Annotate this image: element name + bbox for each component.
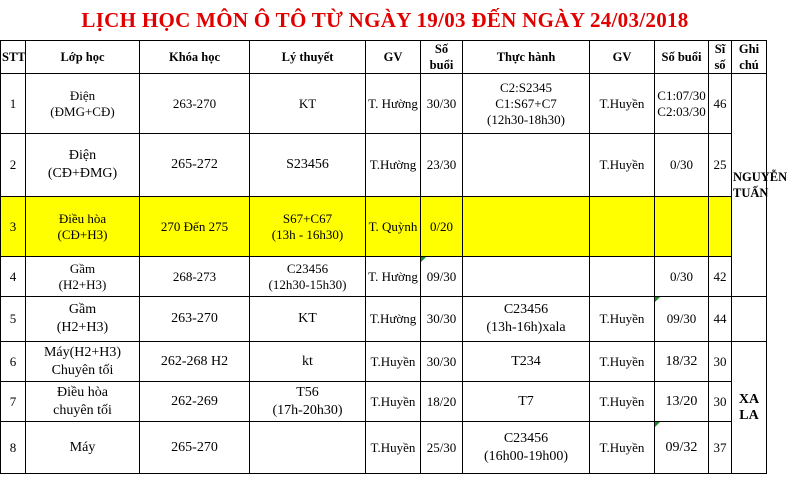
- cell-theory: kt: [250, 342, 366, 382]
- cell-course: 262-268 H2: [140, 342, 250, 382]
- cell-theory: [250, 422, 366, 474]
- cell-line: (H2+H3): [58, 276, 107, 292]
- cell-class: [26, 297, 140, 342]
- cell-teacher-2: T.Huyền: [590, 74, 655, 134]
- header-course: Khóa học: [140, 41, 250, 74]
- cell-course: 270 Đến 275: [140, 197, 250, 257]
- cell-sessions: 25/30: [421, 422, 463, 474]
- cell-line: (12h30-15h30): [268, 276, 347, 292]
- cell-sessions: 30/30: [421, 74, 463, 134]
- cell-stt: 3: [1, 197, 26, 257]
- cell-class-size: 44: [709, 297, 732, 342]
- cell-practice: T7: [463, 382, 590, 422]
- cell-line: C2:03/30: [657, 103, 706, 119]
- cell-class: [26, 342, 140, 382]
- cell-stt: 2: [1, 134, 26, 197]
- cell-line: Chuyên tối: [51, 362, 114, 378]
- cell-teacher: T.Huyền: [366, 422, 421, 474]
- cell-note-empty: [732, 297, 767, 342]
- cell-line: (12h30-18h30): [487, 111, 565, 127]
- cell-class: Máy: [26, 422, 140, 474]
- cell-class-size: 25: [709, 134, 732, 197]
- cell-line: C1:07/30: [657, 87, 706, 103]
- cell-sessions-2: 18/32: [655, 342, 709, 382]
- cell-sessions: 18/20: [421, 382, 463, 422]
- cell-line: C23456: [503, 430, 549, 446]
- cell-line: Gầm: [68, 302, 97, 317]
- cell-line: Máy(H2+H3): [43, 344, 122, 360]
- cell-teacher: T.Hường: [366, 297, 421, 342]
- cell-course: 268-273: [140, 257, 250, 297]
- cell-teacher: T. Quỳnh: [366, 197, 421, 257]
- cell-line: (ĐMG+CĐ): [50, 103, 115, 119]
- cell-line: Điện: [69, 87, 96, 103]
- cell-class-size: 30: [709, 382, 732, 422]
- cell-course: 263-270: [140, 74, 250, 134]
- header-practice: Thực hành: [463, 41, 590, 74]
- cell-stt: 1: [1, 74, 26, 134]
- cell-line: (H2+H3): [56, 320, 109, 335]
- cell-sessions-2: [655, 197, 709, 257]
- cell-sessions: 30/30: [421, 342, 463, 382]
- cell-line: C23456: [503, 302, 549, 317]
- schedule-table: [0, 40, 787, 474]
- header-teacher-1: GV: [366, 41, 421, 74]
- cell-class: [26, 257, 140, 297]
- cell-course: 263-270: [140, 297, 250, 342]
- cell-practice: [463, 197, 590, 257]
- cell-class-size: 37: [709, 422, 732, 474]
- cell-practice: [463, 422, 590, 474]
- cell-line: (16h00-19h00): [484, 448, 568, 464]
- cell-line: T56: [296, 384, 319, 400]
- cell-class: [26, 382, 140, 422]
- cell-stt: 7: [1, 382, 26, 422]
- cell-stt: 6: [1, 342, 26, 382]
- cell-practice: [463, 74, 590, 134]
- cell-line: Gầm: [69, 260, 96, 276]
- cell-theory: [250, 382, 366, 422]
- cell-sessions-2: 0/30: [655, 257, 709, 297]
- cell-class: [26, 134, 140, 197]
- table-row-highlighted: [1, 197, 767, 257]
- cell-teacher-2: [590, 197, 655, 257]
- header-sessions-2: Số buổi: [655, 41, 709, 74]
- cell-class-size: [709, 197, 732, 257]
- cell-line: chuyên tối: [53, 402, 112, 418]
- header-class-size: Sĩ số: [709, 41, 732, 74]
- cell-teacher-2: T.Huyền: [590, 342, 655, 382]
- header-teacher-2: GV: [590, 41, 655, 74]
- cell-class: [26, 197, 140, 257]
- cell-teacher-2: T.Huyền: [590, 422, 655, 474]
- cell-class-size: 46: [709, 74, 732, 134]
- cell-theory: S23456: [250, 134, 366, 197]
- table-row: [1, 134, 767, 197]
- cell-sessions: 23/30: [421, 134, 463, 197]
- cell-theory: KT: [250, 74, 366, 134]
- cell-teacher-2: [590, 257, 655, 297]
- cell-course: 262-269: [140, 382, 250, 422]
- cell-theory: [250, 257, 366, 297]
- cell-line: (17h-20h30): [272, 402, 343, 418]
- header-theory: Lý thuyết: [250, 41, 366, 74]
- cell-practice: [463, 134, 590, 197]
- table-row: [1, 382, 767, 422]
- table-row: [1, 422, 767, 474]
- table-row: [1, 257, 767, 297]
- cell-course: 265-270: [140, 422, 250, 474]
- cell-stt: 5: [1, 297, 26, 342]
- cell-line: (CĐ+ĐMG): [47, 166, 118, 181]
- cell-class-size: 42: [709, 257, 732, 297]
- cell-line: Điện: [68, 148, 97, 163]
- table-row: [1, 342, 767, 382]
- cell-practice: [463, 297, 590, 342]
- cell-line: C2:S2345: [499, 79, 552, 95]
- cell-class-size: 30: [709, 342, 732, 382]
- header-stt: STT: [1, 41, 26, 74]
- cell-theory: [250, 197, 366, 257]
- cell-sessions-2: 09/32: [655, 422, 709, 474]
- cell-theory: KT: [250, 297, 366, 342]
- cell-practice: [463, 257, 590, 297]
- cell-sessions-2: 09/30: [655, 297, 709, 342]
- cell-sessions: 09/30: [421, 257, 463, 297]
- cell-sessions: 0/20: [421, 197, 463, 257]
- cell-line: (CĐ+H3): [57, 226, 108, 242]
- cell-sessions-2: 13/20: [655, 382, 709, 422]
- cell-sessions: 30/30: [421, 297, 463, 342]
- header-sessions-1: Số buổi: [421, 41, 463, 74]
- note-group-2: XA LA: [732, 342, 767, 474]
- cell-teacher: T. Hường: [366, 74, 421, 134]
- header-notes: Ghi chú: [732, 41, 767, 74]
- cell-class: [26, 74, 140, 134]
- cell-stt: 4: [1, 257, 26, 297]
- cell-line: S67+C67: [282, 210, 333, 226]
- cell-practice: T234: [463, 342, 590, 382]
- cell-sessions-2: 0/30: [655, 134, 709, 197]
- table-row: [1, 74, 767, 134]
- header-class: Lớp học: [26, 41, 140, 74]
- page-title: LỊCH HỌC MÔN Ô TÔ TỪ NGÀY 19/03 ĐẾN NGÀY 24/03/2018: [81, 7, 689, 32]
- table-row: [1, 297, 767, 342]
- cell-line: (13h-16h)xala: [486, 320, 566, 335]
- cell-line: Điều hòa: [58, 210, 107, 226]
- cell-teacher-2: T.Huyền: [590, 297, 655, 342]
- note-group-1: NGUYỄN TUẤN: [732, 74, 767, 297]
- header-row: [1, 41, 767, 74]
- cell-teacher: T. Hường: [366, 257, 421, 297]
- cell-teacher: T.Huyền: [366, 382, 421, 422]
- cell-line: (13h - 16h30): [271, 226, 344, 242]
- cell-course: 265-272: [140, 134, 250, 197]
- cell-teacher-2: T.Huyền: [590, 134, 655, 197]
- cell-sessions-2: [655, 74, 709, 134]
- cell-teacher: T.Hường: [366, 134, 421, 197]
- cell-line: C23456: [286, 260, 329, 276]
- cell-teacher: T.Huyền: [366, 342, 421, 382]
- cell-teacher-2: T.Huyền: [590, 382, 655, 422]
- cell-line: C1:S67+C7: [495, 95, 557, 111]
- cell-line: Điều hòa: [57, 384, 108, 400]
- cell-stt: 8: [1, 422, 26, 474]
